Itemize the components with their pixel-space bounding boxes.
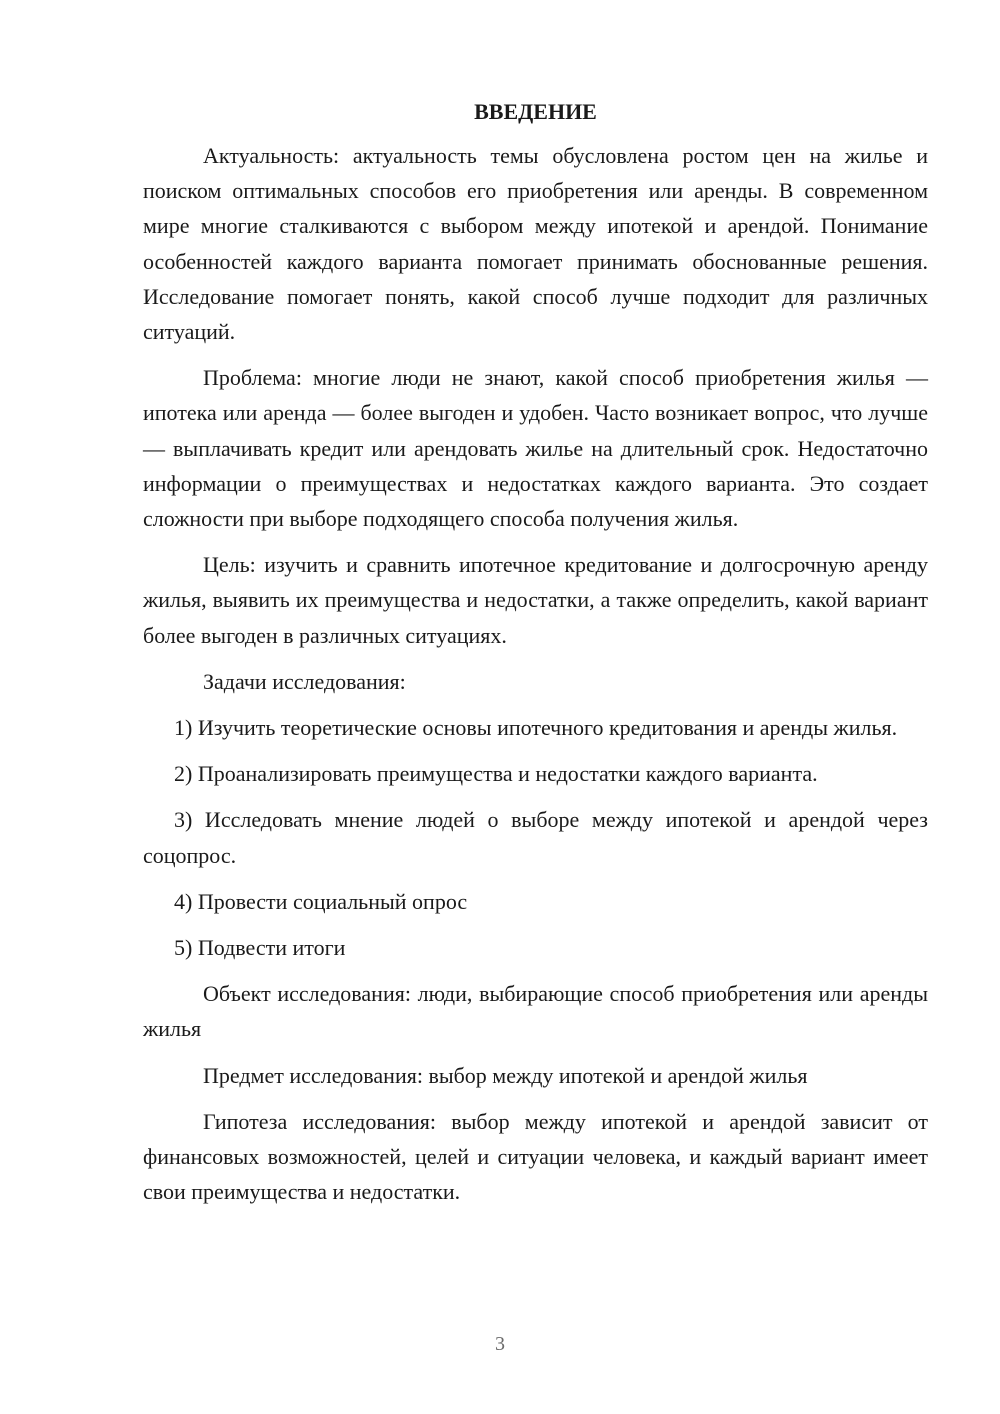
paragraph-hypothesis: Гипотеза исследования: выбор между ипотекой и арендой зависит от финансовых возможностей, целей и ситуации человека, и каждый вариант имеет свои преимущества и недостатки. (143, 1108, 928, 1205)
task-item-3: 3) Исследовать мнение людей о выборе между ипотекой и арендой через соцопрос. (143, 807, 928, 868)
document-page (143, 94, 928, 1220)
task-item-5: 5) Подвести итоги (174, 935, 346, 961)
paragraph-problem: Проблема: многие люди не знают, какой способ приобретения жилья — ипотека или аренда — более выгоден и удобен. Часто возникает вопрос, что лучше — выплачивать кредит или арендовать жилье на длительный срок. Недостаточно информации о преимуществах и недостатках каждого варианта. Это создает сложности при выборе подходящего способа получения жилья. (143, 365, 928, 532)
paragraph-subject: Предмет исследования: выбор между ипотекой и арендой жилья (203, 1062, 808, 1088)
paragraph-tasks-heading: Задачи исследования: (203, 668, 406, 694)
page-number: 3 (495, 1333, 505, 1355)
paragraph-relevance: Актуальность: актуальность темы обусловлена ростом цен на жилье и поиском оптимальных способов его приобретения или аренды. В современном мире многие сталкиваются с выбором между ипотекой и арендой. Понимание особенностей каждого варианта помогает принимать обоснованные решения. Исследование помогает понять, какой способ лучше подходит для различных ситуаций. (143, 143, 928, 345)
paragraph-object: Объект исследования: люди, выбирающие способ приобретения или аренды жилья (143, 981, 928, 1042)
paragraph-goal: Цель: изучить и сравнить ипотечное кредитование и долгосрочную аренду жилья, выявить их преимущества и недостатки, а также определить, какой вариант более выгоден в различных ситуациях. (143, 552, 928, 648)
task-item-2: 2) Проанализировать преимущества и недостатки каждого варианта. (174, 761, 818, 787)
task-item-1: 1) Изучить теоретические основы ипотечного кредитования и аренды жилья. (174, 715, 898, 741)
section-title: ВВЕДЕНИЕ (474, 99, 597, 124)
task-item-4: 4) Провести социальный опрос (174, 888, 468, 914)
